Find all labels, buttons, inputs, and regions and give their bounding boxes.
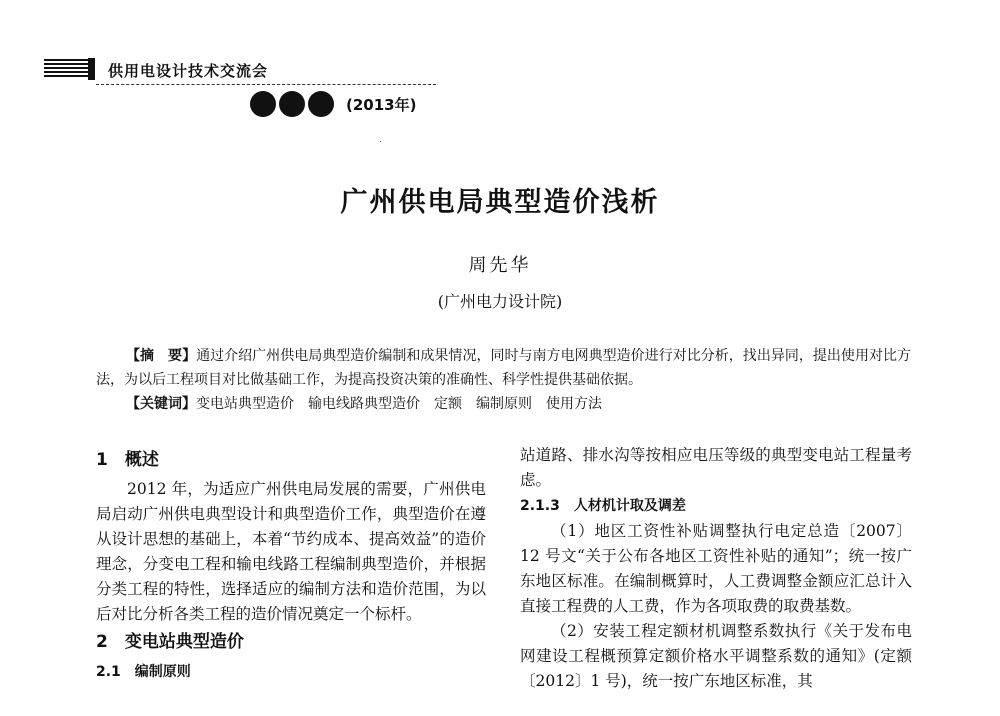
header-decoration-block: [88, 58, 95, 80]
abstract-block: [96, 344, 911, 416]
section-1-paragraph: 2012 年，为适应广州供电局发展的需要，广州供电局启动广州供电典型设计和典型造价工作，典型造价在遵从设计思想的基础上，本着“节约成本、提高效益”的造价理念，分变电工程和输电线路工程编制典型造价，并根据分类工程的特性，选择适应的编制方法和造价范围，为以后对比分析各类工程的造价情况奠定一个标杆。: [96, 480, 486, 623]
item-2-paragraph: （2）安装工程定额材机调整系数执行《关于发布电网建设工程概预算定额价格水平调整系数的通知》(定额〔2012〕1 号)，统一按广东地区标准，其: [520, 622, 912, 690]
section-2-1-heading: 2.1 编制原则: [96, 664, 191, 680]
scan-speck: [380, 141, 381, 142]
conference-year: (2013年): [346, 96, 417, 114]
right-column: [520, 443, 912, 694]
section-1-heading: 1 概述: [96, 450, 159, 470]
header-decoration-bar: [44, 59, 94, 79]
section-2-1-3-heading: 2.1.3 人材机计取及调差: [520, 498, 686, 514]
abstract-label: 【摘 要】: [126, 348, 197, 364]
keywords-label: 【关键词】: [126, 396, 196, 412]
decoration-dot: [250, 91, 276, 117]
paper-title: 广州供电局典型造价浅析: [340, 187, 660, 218]
author-affiliation: (广州电力设计院): [437, 292, 563, 311]
left-column: [96, 445, 486, 685]
conference-name: 供用电设计技术交流会: [108, 62, 269, 80]
abstract-paragraph: [96, 344, 911, 392]
header-dots: [250, 91, 334, 117]
item-1-paragraph: （1）地区工资性补贴调整执行电定总造〔2007〕12 号文“关于公布各地区工资性补贴的通知”；统一按广东地区标准。在编制概算时，人工费调整金额应汇总计入直接工程费的人工费，作为各项取费的取费基数。: [520, 522, 912, 615]
continued-paragraph: 站道路、排水沟等按相应电压等级的典型变电站工程量考虑。: [520, 446, 912, 489]
keywords-text: 变电站典型造价 输电线路典型造价 定额 编制原则 使用方法: [196, 396, 602, 412]
paper-author: 周先华: [468, 255, 532, 276]
decoration-dot: [279, 91, 305, 117]
section-2-heading: 2 变电站典型造价: [96, 632, 244, 652]
abstract-text: 通过介绍广州供电局典型造价编制和成果情况，同时与南方电网典型造价进行对比分析，找出异同，提出使用对比方法，为以后工程项目对比做基础工作，为提高投资决策的准确性、科学性提供基础依据。: [96, 348, 911, 388]
keywords-line: [96, 392, 911, 416]
header-divider: [96, 84, 436, 85]
decoration-dot: [308, 91, 334, 117]
